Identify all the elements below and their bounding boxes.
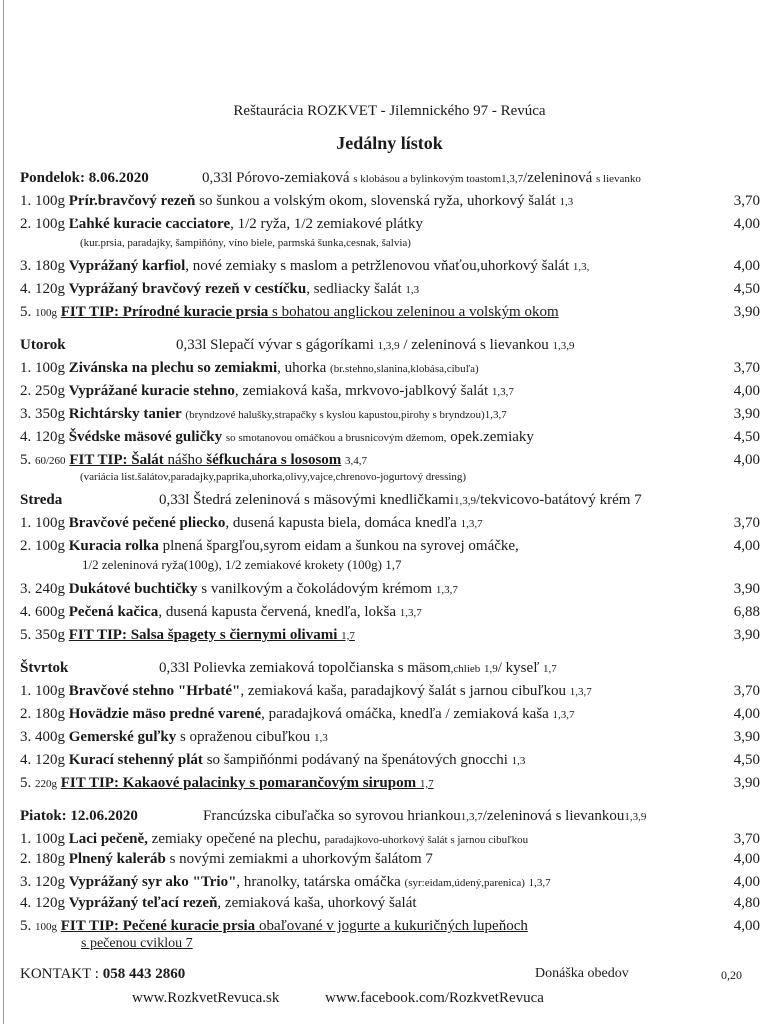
price: 4,00	[733, 918, 760, 934]
price: 3,90	[733, 627, 760, 643]
menu-item: 3. 240g Dukátové buchtičky s vanilkovým a čokoládovým krémom 1,3,7 3,90	[20, 581, 760, 597]
day-header-tuesday	[20, 336, 760, 354]
price: 3,70	[733, 515, 760, 531]
menu-item: 2. 180g Plnený kaleráb s novými zemiakmi a uhorkovým šalátom 7 4,00	[20, 851, 760, 867]
menu-item: 1. 100g Bravčové stehno "Hrbaté", zemiaková kaša, paradajkový šalát s jarnou cibuľkou 1,3,7 3,70	[20, 683, 760, 699]
menu-item-fit-tip: 5. 100g FIT TIP: Pečené kuracie prsia obaľované v jogurte a kukuričných lupeňoch 4,00	[20, 918, 760, 934]
website-link[interactable]: www.RozkvetRevuca.sk	[132, 990, 280, 1006]
menu-item: 2. 100g Kuracia rolka plnená špargľou,syrom eidam a šunkou na syrovej omáčke, 4,00	[20, 538, 760, 554]
menu-item: 1. 100g Bravčové pečené pliecko, dusená kapusta biela, domáca knedľa 1,3,7 3,70	[20, 515, 760, 531]
item-ingredients: (kur.prsia, paradajky, šampiňóny, víno biele, parmská šunka,cesnak, šalvia)	[80, 237, 411, 249]
item-ingredients: (variácia list.šalátov,paradajky,paprika,uhorka,olivy,vajce,chrenovo-jogurtový dressing)	[80, 471, 467, 483]
day-header-monday	[20, 169, 760, 187]
day-name: Pondelok: 8.06.2020	[20, 170, 149, 186]
menu-item-fit-tip: 5. 60/260 FIT TIP: Šalát nášho šéfkuchára s lososom 3,4,7 4,00	[20, 452, 760, 468]
menu-item: 1. 100g Prír.bravčový rezeň so šunkou a volským okom, slovenská ryža, uhorkový šalát 1,3 3,70	[20, 193, 760, 209]
menu-item-fit-tip: 5. 100g FIT TIP: Prírodné kuracie prsia s bohatou anglickou zeleninou a volským okom 3,90	[20, 304, 760, 320]
price: 4,00	[733, 383, 760, 399]
menu-item: 4. 600g Pečená kačica, dusená kapusta červená, knedľa, lokša 1,3,7 6,88	[20, 604, 760, 620]
price: 4,00	[733, 851, 760, 867]
price: 3,90	[733, 729, 760, 745]
menu-item: 3. 350g Richtársky tanier (bryndzové halušky,strapačky s kyslou kapustou,pirohy s bryndzou)1,3,7 3,90	[20, 406, 760, 422]
price: 4,00	[733, 706, 760, 722]
page-title: Jedálny lístok	[336, 133, 443, 153]
day-name: Štvrtok	[20, 660, 69, 676]
price: 3,90	[733, 581, 760, 597]
menu-item: 3. 180g Vyprážaný karfiol, nové zemiaky s maslom a petržlenovou vňaťou,uhorkový šalát 1,3, 4,00	[20, 258, 760, 274]
menu-item: 2. 100g Ľahké kuracie cacciatore, 1/2 ryža, 1/2 zemiakové plátky 4,00	[20, 216, 760, 232]
menu-item: 3. 400g Gemerské guľky s opraženou cibuľkou 1,3 3,90	[20, 729, 760, 745]
soup-of-day: 0,33l Pórovo-zemiaková s klobásou a bylinkovým toastom1,3,7/zeleninová s lievanko	[202, 170, 641, 186]
menu-item: 3. 120g Vyprážaný syr ako "Trio", hranolky, tatárska omáčka (syr:eidam,údený,parenica) 1,3,7 4,00	[20, 874, 760, 890]
menu-item: 4. 120g Kurací stehenný plát so šampiňónmi podávaný na špenátových gnocchi 1,3 4,50	[20, 752, 760, 768]
item-sides: 1/2 zeleninová ryža(100g), 1/2 zemiakové krokety (100g) 1,7	[82, 557, 402, 572]
price: 3,90	[733, 406, 760, 422]
price: 4,00	[733, 538, 760, 554]
menu-item: 2. 250g Vyprážané kuracie stehno, zemiaková kaša, mrkvovo-jablkový šalát 1,3,7 4,00	[20, 383, 760, 399]
contact: KONTAKT : 058 443 2860	[20, 966, 186, 982]
price: 3,70	[733, 683, 760, 699]
price: 3,90	[733, 775, 760, 791]
day-name: Piatok: 12.06.2020	[20, 808, 138, 824]
menu-item: 4. 120g Švédske mäsové guličky so smotanovou omáčkou a brusnicovým džemom, opek.zemiaky 4,50	[20, 429, 760, 445]
price: 4,00	[733, 452, 760, 468]
day-header-wednesday	[20, 491, 760, 509]
day-name: Streda	[20, 492, 63, 508]
price: 6,88	[733, 604, 760, 620]
price: 3,70	[733, 831, 760, 847]
menu-item-fit-tip: 5. 350g FIT TIP: Salsa špagety s čiernymi olivami 1,7 3,90	[20, 627, 760, 643]
menu-item: 2. 180g Hovädzie mäso predné varené, paradajková omáčka, knedľa / zemiaková kaša 1,3,7 4,00	[20, 706, 760, 722]
day-header-thursday	[20, 659, 760, 677]
delivery-label: Donáška obedov	[535, 966, 629, 981]
price: 3,70	[733, 193, 760, 209]
phone-number: 058 443 2860	[102, 966, 186, 982]
price: 4,50	[733, 752, 760, 768]
restaurant-header: Reštaurácia ROZKVET - Jilemnického 97 - Revúca	[233, 103, 546, 119]
soup-of-day: 0,33l Štedrá zeleninová s mäsovými knedličkami1,3,9/tekvicovo-batátový krém 7	[159, 492, 642, 508]
soup-of-day: Francúzska cibuľačka so syrovou hriankou1,3,7/zeleninová s lievankou1,3,9	[203, 808, 647, 824]
menu-item: 1. 100g Laci pečeně, zemiaky opečené na plechu, paradajkovo-uhorkový šalát s jarnou cibuľkou 3,70	[20, 831, 760, 847]
menu-item-fit-tip: 5. 220g FIT TIP: Kakaové palacinky s pomarančovým sirupom 1,7 3,90	[20, 775, 760, 791]
soup-of-day: 0,33l Slepačí vývar s gágoríkami 1,3,9 / zeleninová s lievankou 1,3,9	[176, 337, 575, 353]
item-sides: s pečenou cviklou 7	[81, 936, 193, 951]
price: 4,00	[733, 216, 760, 232]
price: 4,00	[733, 874, 760, 890]
price: 4,80	[733, 895, 760, 911]
price: 3,90	[733, 304, 760, 320]
price: 3,70	[733, 360, 760, 376]
price: 4,50	[733, 429, 760, 445]
facebook-link[interactable]: www.facebook.com/RozkvetRevuca	[325, 990, 544, 1006]
menu-item: 4. 120g Vyprážaný teľací rezeň, zemiaková kaša, uhorkový šalát 4,80	[20, 895, 760, 911]
menu-item: 4. 120g Vyprážaný bravčový rezeň v cestíčku, sedliacky šalát 1,3 4,50	[20, 281, 760, 297]
soup-of-day: 0,33l Polievka zemiaková topolčianska s mäsom,chlieb 1,9/ kyseľ 1,7	[159, 660, 557, 676]
menu-item: 1. 100g Zivánska na plechu so zemiakmi, uhorka (br.stehno,slanina,klobása,cibuľa) 3,70	[20, 360, 760, 376]
day-header-friday	[20, 807, 760, 825]
delivery-price: 0,20	[721, 968, 742, 982]
day-name: Utorok	[20, 337, 66, 353]
price: 4,50	[733, 281, 760, 297]
price: 4,00	[733, 258, 760, 274]
